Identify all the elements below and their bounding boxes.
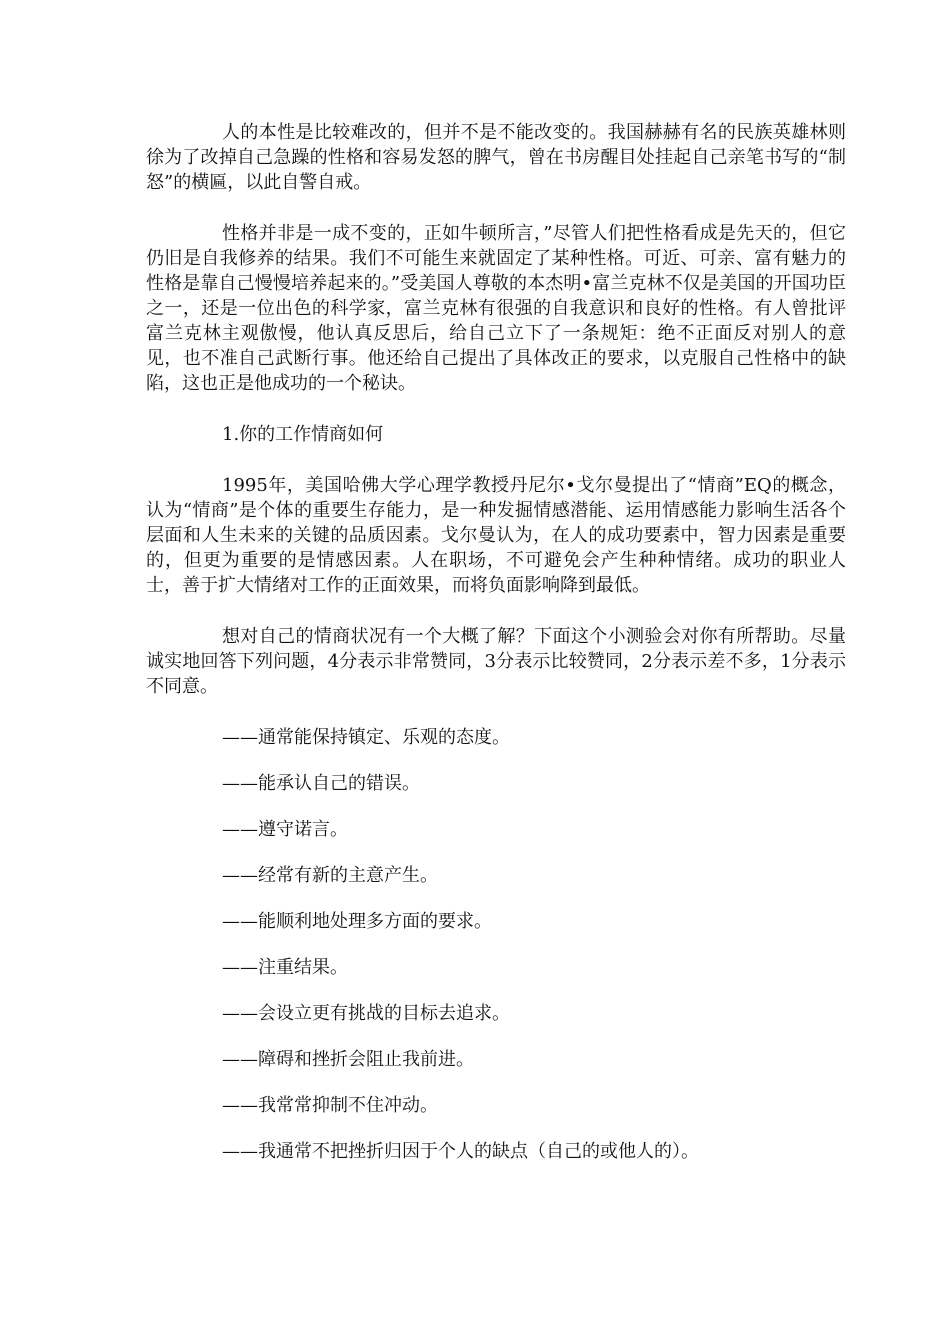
list-item: ——能承认自己的错误。 <box>222 773 420 794</box>
list-item: ——我常常抑制不住冲动。 <box>222 1095 438 1116</box>
list-item: ——遵守诺言。 <box>222 819 348 840</box>
list-item: ——我通常不把挫折归因于个人的缺点（自己的或他人的）。 <box>222 1141 699 1162</box>
paragraph-lin-zexu: 人的本性是比较难改的，但并不是不能改变的。我国赫赫有名的民族英雄林则徐为了改掉自己急躁的性格和容易发怒的脾气，曾在书房醒目处挂起自己亲笔书写的“制怒”的横匾，以此自警自戒。 <box>146 122 846 193</box>
list-item: ——障碍和挫折会阻止我前进。 <box>222 1049 474 1070</box>
list-item: ——注重结果。 <box>222 957 348 978</box>
list-item: ——会设立更有挑战的目标去追求。 <box>222 1003 510 1024</box>
section-heading: 1.你的工作情商如何 <box>222 424 384 445</box>
document-page <box>146 120 846 1185</box>
list-item: ——经常有新的主意产生。 <box>222 865 438 886</box>
list-item: ——能顺利地处理多方面的要求。 <box>222 911 492 932</box>
paragraph-franklin: 性格并非是一成不变的，正如牛顿所言，”尽管人们把性格看成是先天的，但它仍旧是自我修养的结果。我们不可能生来就固定了某种性格。可近、可亲、富有魅力的性格是靠自己慢慢培养起来的。”受美国人尊敬的本杰明•富兰克林不仅是美国的开国功臣之一，还是一位出色的科学家，富兰克林有很强的自我意识和良好的性格。有人曾批评富兰克林主观傲慢，他认真反思后，给自己立下了一条规矩：绝不正面反对别人的意见，也不准自己武断行事。他还给自己提出了具体改正的要求，以克服自己性格中的缺陷，这也正是他成功的一个秘诀。 <box>146 223 846 394</box>
quiz-item-list <box>146 725 846 1164</box>
paragraph-quiz-intro: 想对自己的情商状况有一个大概了解？下面这个小测验会对你有所帮助。尽量诚实地回答下列问题，4分表示非常赞同，3分表示比较赞同，2分表示差不多，1分表示不同意。 <box>146 626 846 697</box>
list-item: ——通常能保持镇定、乐观的态度。 <box>222 727 510 748</box>
paragraph-goleman: 1995年，美国哈佛大学心理学教授丹尼尔•戈尔曼提出了“情商”EQ的概念，认为“情商”是个体的重要生存能力，是一种发掘情感潜能、运用情感能力影响生活各个层面和人生未来的关键的品质因素。戈尔曼认为，在人的成功要素中，智力因素是重要的，但更为重要的是情感因素。人在职场，不可避免会产生种种情绪。成功的职业人士，善于扩大情绪对工作的正面效果，而将负面影响降到最低。 <box>146 475 846 596</box>
